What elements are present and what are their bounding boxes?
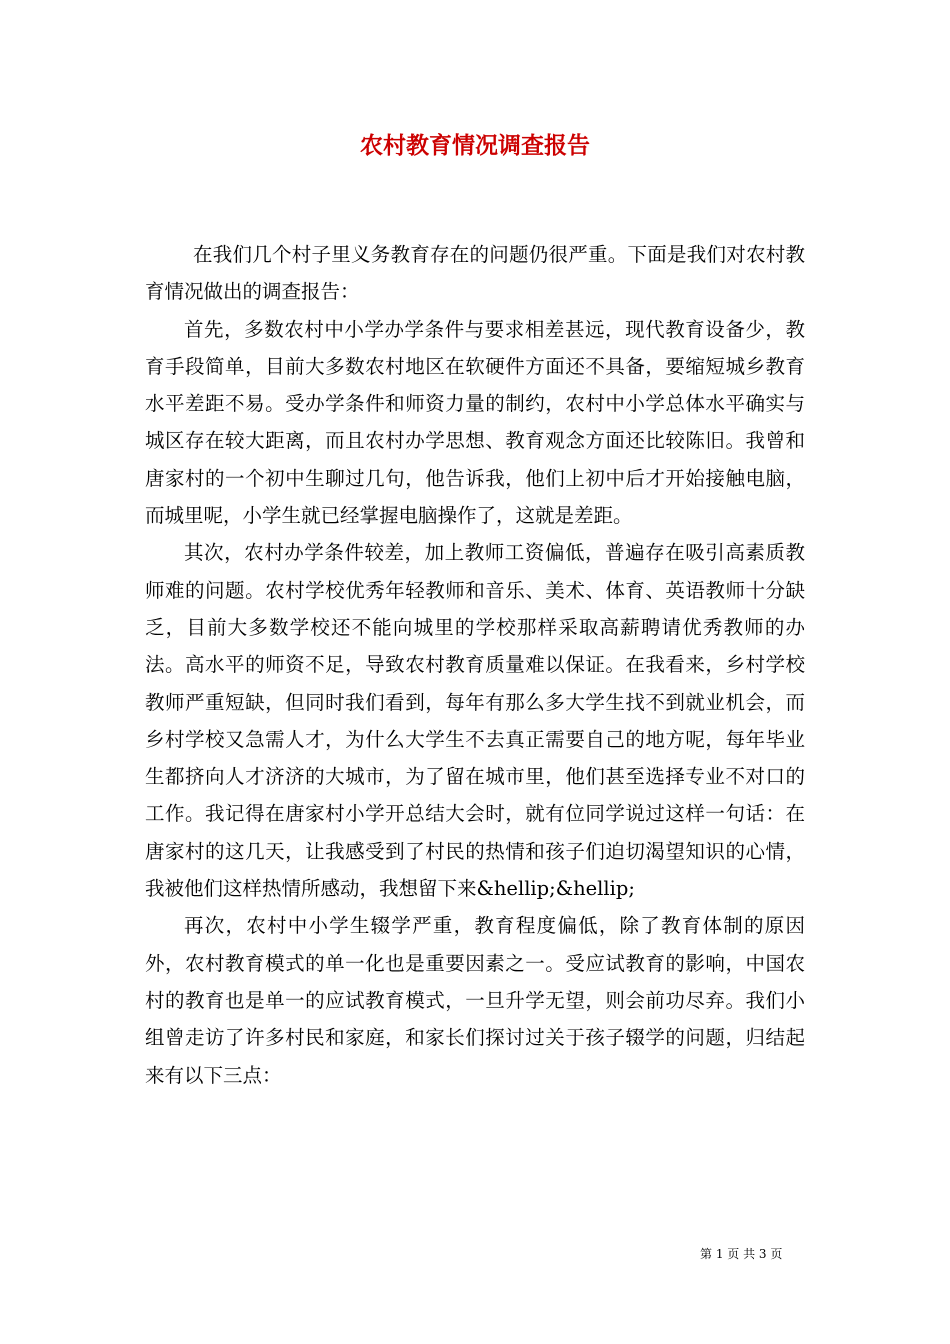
paragraph-third-point: 再次，农村中小学生辍学严重，教育程度偏低，除了教育体制的原因外，农村教育模式的单一化也是重要因素之一。受应试教育的影响，中国农村的教育也是单一的应试教育模式，一旦升学无望，则会前功尽弃。我们小组曾走访了许多村民和家庭，和家长们探讨过关于孩子辍学的问题，归结起来有以下三点： bbox=[145, 914, 805, 1087]
document-body bbox=[145, 236, 805, 1094]
page-number-footer: 第 1 页 共 3 页 bbox=[700, 1247, 783, 1261]
document-title: 农村教育情况调查报告 bbox=[360, 133, 590, 159]
paragraph-first-point: 首先，多数农村中小学办学条件与要求相差甚远，现代教育设备少，教育手段简单，目前大多数农村地区在软硬件方面还不具备，要缩短城乡教育水平差距不易。受办学条件和师资力量的制约，农村中小学总体水平确实与城区存在较大距离，而且农村办学思想、教育观念方面还比较陈旧。我曾和唐家村的一个初中生聊过几句，他告诉我，他们上初中后才开始接触电脑，而城里呢，小学生就已经掌握电脑操作了，这就是差距。 bbox=[145, 317, 805, 528]
paragraph-intro: 在我们几个村子里义务教育存在的问题仍很严重。下面是我们对农村教育情况做出的调查报告： bbox=[145, 243, 805, 304]
paragraph-second-point: 其次，农村办学条件较差，加上教师工资偏低，普遍存在吸引高素质教师难的问题。农村学校优秀年轻教师和音乐、美术、体育、英语教师十分缺乏，目前大多数学校还不能向城里的学校那样采取高薪聘请优秀教师的办法。高水平的师资不足，导致农村教育质量难以保证。在我看来，乡村学校教师严重短缺，但同时我们看到，每年有那么多大学生找不到就业机会，而乡村学校又急需人才，为什么大学生不去真正需要自己的地方呢，每年毕业生都挤向人才济济的大城市，为了留在城市里，他们甚至选择专业不对口的工作。我记得在唐家村小学开总结大会时，就有位同学说过这样一句话：在唐家村的这几天，让我感受到了村民的热情和孩子们迫切渴望知识的心情，我被他们这样热情所感动，我想留下来&hellip;&hellip; bbox=[145, 541, 805, 901]
